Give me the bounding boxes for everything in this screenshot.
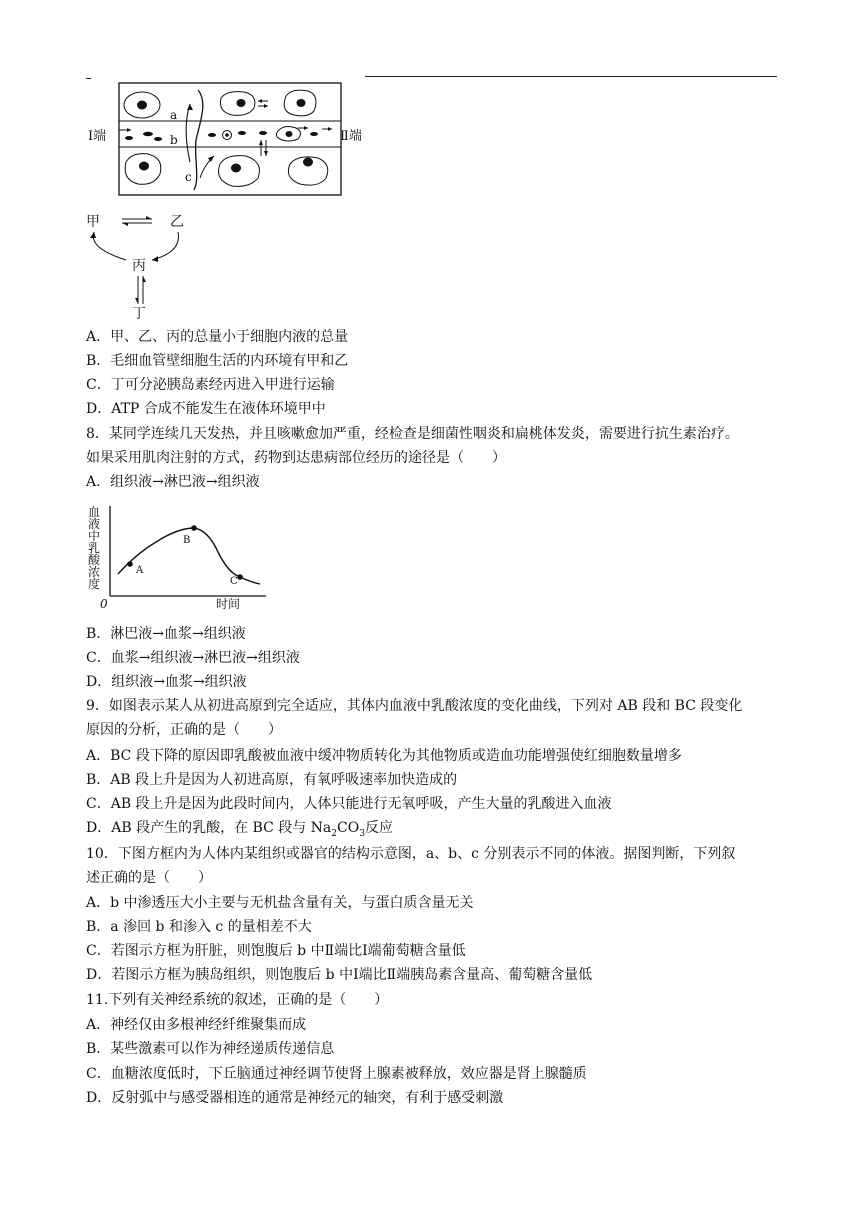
q8-option-c: C．血浆→组织液→淋巴液→组织液 bbox=[86, 650, 300, 666]
q10-option-b: B．a 渗回 b 和渗入 c 的量相差不大 bbox=[86, 919, 312, 935]
q11-option-b: B．某些激素可以作为神经递质传递信息 bbox=[86, 1041, 335, 1057]
tissue-structure-figure bbox=[86, 82, 366, 200]
q10-option-d: D．若图示方框为胰岛组织，则饱腹后 b 中Ⅰ端比Ⅱ端胰岛素含量高、葡萄糖含量低 bbox=[86, 967, 593, 983]
y-label-char-4: 乳 bbox=[88, 541, 101, 555]
q7-option-b: B．毛细血管壁细胞生活的内环境有甲和乙 bbox=[86, 353, 349, 369]
label-a: a bbox=[170, 108, 178, 122]
q7-option-c: C．丁可分泌胰岛素经丙进入甲进行运输 bbox=[86, 377, 335, 393]
q9-option-d: D．AB 段产生的乳酸，在 BC 段与 $Na_2CO_3$反应 bbox=[86, 820, 393, 839]
y-label-char-7: 度 bbox=[88, 577, 101, 591]
q11-option-d: D．反射弧中与感受器相连的通常是神经元的轴突，有利于感受刺激 bbox=[86, 1090, 504, 1106]
q7-option-a: A．甲、乙、丙的总量小于细胞内液的总量 bbox=[86, 329, 349, 345]
left-end-label: Ⅰ端 bbox=[88, 129, 107, 144]
q9-option-c: C．AB 段上升是因为此段时间内，人体只能进行无氧呼吸，产生大量的乳酸进入血液 bbox=[86, 796, 612, 812]
body-fluid-cycle-figure bbox=[86, 212, 206, 320]
node-jia: 甲 bbox=[86, 214, 100, 230]
y-label-char-1: 血 bbox=[88, 505, 101, 519]
q11-option-c: C．血糖浓度低时，下丘脑通过神经调节使肾上腺素被释放，效应器是肾上腺髓质 bbox=[86, 1066, 587, 1082]
q11-option-a: A．神经仅由多根神经纤维聚集而成 bbox=[86, 1017, 307, 1033]
q8-option-a: A．组织液→淋巴液→组织液 bbox=[86, 474, 260, 490]
node-bing: 丙 bbox=[132, 258, 146, 274]
point-b-marker bbox=[191, 525, 197, 531]
q10-stem-line1: 10．下图方框内为人体内某组织或器官的结构示意图，a、b、c 分别表示不同的体液。据图判断，下列叙 bbox=[86, 846, 736, 862]
point-a-label: A bbox=[136, 565, 144, 576]
node-yi: 乙 bbox=[170, 214, 184, 230]
q10-stem-line2: 述正确的是（ ） bbox=[86, 870, 212, 886]
q8-option-d: D．组织液→血浆→组织液 bbox=[86, 674, 247, 690]
y-label-char-3: 中 bbox=[88, 529, 101, 543]
header-rule bbox=[365, 76, 777, 77]
origin-label: 0 bbox=[100, 597, 108, 610]
q10-option-a: A．b 中渗透压大小主要与无机盐含量有关，与蛋白质含量无关 bbox=[86, 895, 474, 911]
q9-stem-line1: 9．如图表示某人从初进高原到完全适应，其体内血液中乳酸浓度的变化曲线，下列对 AB 段和 BC 段变化 bbox=[86, 698, 743, 714]
q10-option-c: C．若图示方框为肝脏，则饱腹后 b 中Ⅱ端比Ⅰ端葡萄糖含量低 bbox=[86, 943, 466, 959]
q7-option-d: D．ATP 合成不能发生在液体环境甲中 bbox=[86, 401, 326, 417]
q8-option-b: B．淋巴液→血浆→组织液 bbox=[86, 626, 246, 642]
q9-option-b: B．AB 段上升是因为人初进高原，有氧呼吸速率加快造成的 bbox=[86, 772, 458, 788]
q9-option-a: A．BC 段下降的原因即乳酸被血液中缓冲物质转化为其他物质或造血功能增强使红细胞数量增多 bbox=[86, 748, 682, 764]
point-c-marker bbox=[237, 574, 243, 580]
node-ding: 丁 bbox=[132, 306, 146, 320]
q9-stem-line2: 原因的分析，正确的是（ ） bbox=[86, 722, 282, 738]
label-b: b bbox=[170, 133, 178, 147]
q8-stem-line1: 8．某同学连续几天发热，并且咳嗽愈加严重，经检查是细菌性咽炎和扁桃体发炎，需要进行抗生素治疗。 bbox=[86, 426, 739, 442]
point-a-marker bbox=[127, 561, 133, 567]
y-label-char-5: 酸 bbox=[88, 553, 101, 567]
header-mark bbox=[86, 78, 91, 79]
y-label-char-6: 浓 bbox=[88, 565, 101, 579]
lactic-acid-curve-figure bbox=[86, 504, 276, 610]
y-label-char-2: 液 bbox=[88, 517, 101, 531]
right-end-label: Ⅱ端 bbox=[340, 129, 362, 144]
x-axis-label: 时间 bbox=[216, 597, 241, 610]
q11-stem: 11.下列有关神经系统的叙述，正确的是（ ） bbox=[86, 992, 389, 1008]
label-c: c bbox=[185, 170, 192, 184]
point-c-label: C bbox=[230, 576, 238, 587]
point-b-label: B bbox=[183, 535, 191, 546]
q8-stem-line2: 如果采用肌肉注射的方式，药物到达患病部位经历的途径是（ ） bbox=[86, 450, 506, 466]
